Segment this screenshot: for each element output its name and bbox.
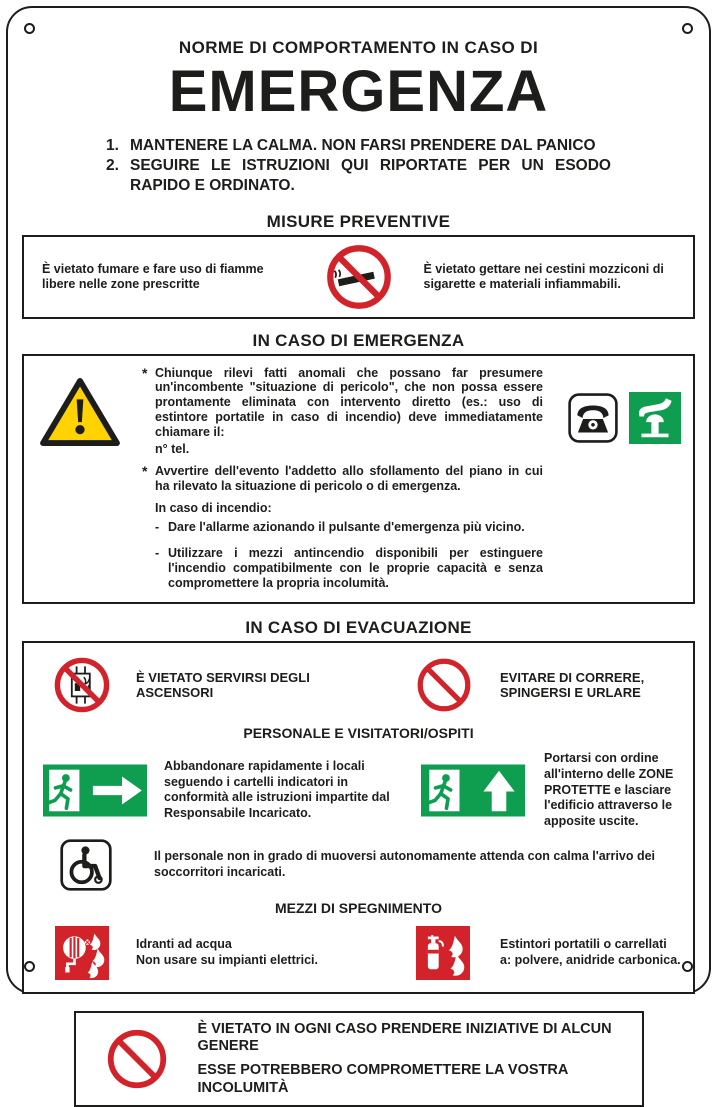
preventive-right-text: È vietato gettare nei cestini mozziconi di sigarette e materiali infiammabili. [423,261,664,291]
bullet-marker: * [142,364,148,381]
rule-item [106,136,611,156]
fire-item-text: Utilizzare i mezzi antincendio disponibili per estinguere l'incendio compatibilmente con le proprie capacità e senza compromettere la propria incolumità. [168,546,543,590]
fire-heading: In caso di incendio: [155,500,272,515]
preventive-box [22,235,695,319]
emergency-text-column [142,366,543,591]
header-kicker: NORME DI COMPORTAMENTO IN CASO DI [178,38,539,57]
fire-item [155,546,543,590]
evacuation-row-prohibitions [36,653,681,717]
fire-item [155,520,543,535]
rule-text: SEGUIRE LE ISTRUZIONI QUI RIPORTATE PER UN ESODO RAPIDO E ORDINATO. [130,156,611,194]
emergency-box [22,354,695,605]
fire-extinguisher-icon [394,926,492,980]
prohibition-icon [396,656,492,714]
bullet-text: Avvertire dell'evento l'addetto allo sfollamento del piano in cui ha rilevato la situazione di pericolo o di emergenza. [155,464,543,493]
evacuation-row-exits [36,751,681,829]
evacuation-box [22,641,695,993]
rule-number: 2. [106,156,119,174]
rule-number: 1. [106,137,119,155]
sign-panel [6,6,711,1096]
fire-item-text: Dare l'allarme azionando il pulsante d'emergenza più vicino. [168,520,525,535]
preventive-left-text: È vietato fumare e fare uso di fiamme libere nelle zone prescritte [42,261,264,291]
assist-text: Il personale non in grado di muoversi autonomamente attenda con calma l'arrivo dei soccorritori incaricati. [154,848,656,879]
exit-up-icon [412,763,534,818]
screw-hole-icon [24,23,35,34]
emergency-bullet [142,366,543,458]
section-title-evacuation: IN CASO DI EVACUAZIONE [245,618,472,638]
emergency-button-icon [629,392,681,591]
no-elevator-icon [36,655,128,715]
page-title: EMERGENZA [168,59,549,124]
screw-hole-icon [682,961,693,972]
section-title-preventive: MISURE PREVENTIVE [266,211,451,231]
screw-hole-icon [24,961,35,972]
final-line2: ESSE POTREBBERO COMPROMETTERE LA VOSTRA INCOLUMITÀ [197,1061,568,1096]
dash-marker: - [155,546,160,561]
emergency-icons [557,366,681,591]
rules-list [106,136,611,195]
hydrant-text: Idranti ad acqua Non usare su impianti elettrici. [136,936,318,967]
extinguisher-text: Estintori portatili o carrellati a: polvere, anidride carbonica. [500,936,681,967]
tel-label: n° tel. [155,442,190,457]
no-smoking-icon [320,242,398,312]
final-warning-box [74,1011,644,1107]
wheelchair-icon [36,838,136,892]
final-warning-text [198,1021,632,1098]
bullet-text: Chiunque rilevi fatti anomali che possano far presumere un'incombente "situazione di pericolo", che non possa essere prontamente eliminata con intervento diretto (es.: uso di estintore portatile in caso di incendio) deve immediatamente chiamare il: n° tel. [155,365,543,457]
no-running-text: EVITARE DI CORRERE, SPINGERSI E URLARE [500,669,645,701]
evacuation-row-assist [36,838,681,892]
subheading-personale: PERSONALE E VISITATORI/OSPITI [243,725,474,742]
rule-text: MANTENERE LA CALMA. NON FARSI PRENDERE DAL PANICO [130,137,596,155]
subheading-mezzi: MEZZI DI SPEGNIMENTO [275,899,442,916]
section-title-emergency: IN CASO DI EMERGENZA [252,330,465,350]
exit-up-text: Portarsi con ordine all'interno delle ZONE PROTETTE e lasciare l'edificio attraverso le apposite uscite. [544,751,674,828]
exit-right-text: Abbandonare rapidamente i locali seguendo i cartelli indicatori in conformità alle istruzioni impartite dal Responsabile Incaricato. [164,759,390,821]
exit-right-icon [36,763,154,818]
fire-hose-icon [36,926,128,980]
emergency-bullet [142,464,543,494]
sign-header [8,38,709,196]
evacuation-row-extinguishing [36,926,681,980]
final-line1: È VIETATO IN OGNI CASO PRENDERE INIZIATIVE DI ALCUN GENERE [197,1020,612,1055]
no-elevator-text: È VIETATO SERVIRSI DEGLI ASCENSORI [136,669,310,701]
bullet-marker: * [142,463,148,480]
screw-hole-icon [682,23,693,34]
rule-item [106,156,611,196]
dash-marker: - [155,520,160,535]
telephone-icon [567,392,619,591]
warning-triangle-icon [32,366,128,591]
prohibition-icon [76,1027,198,1091]
